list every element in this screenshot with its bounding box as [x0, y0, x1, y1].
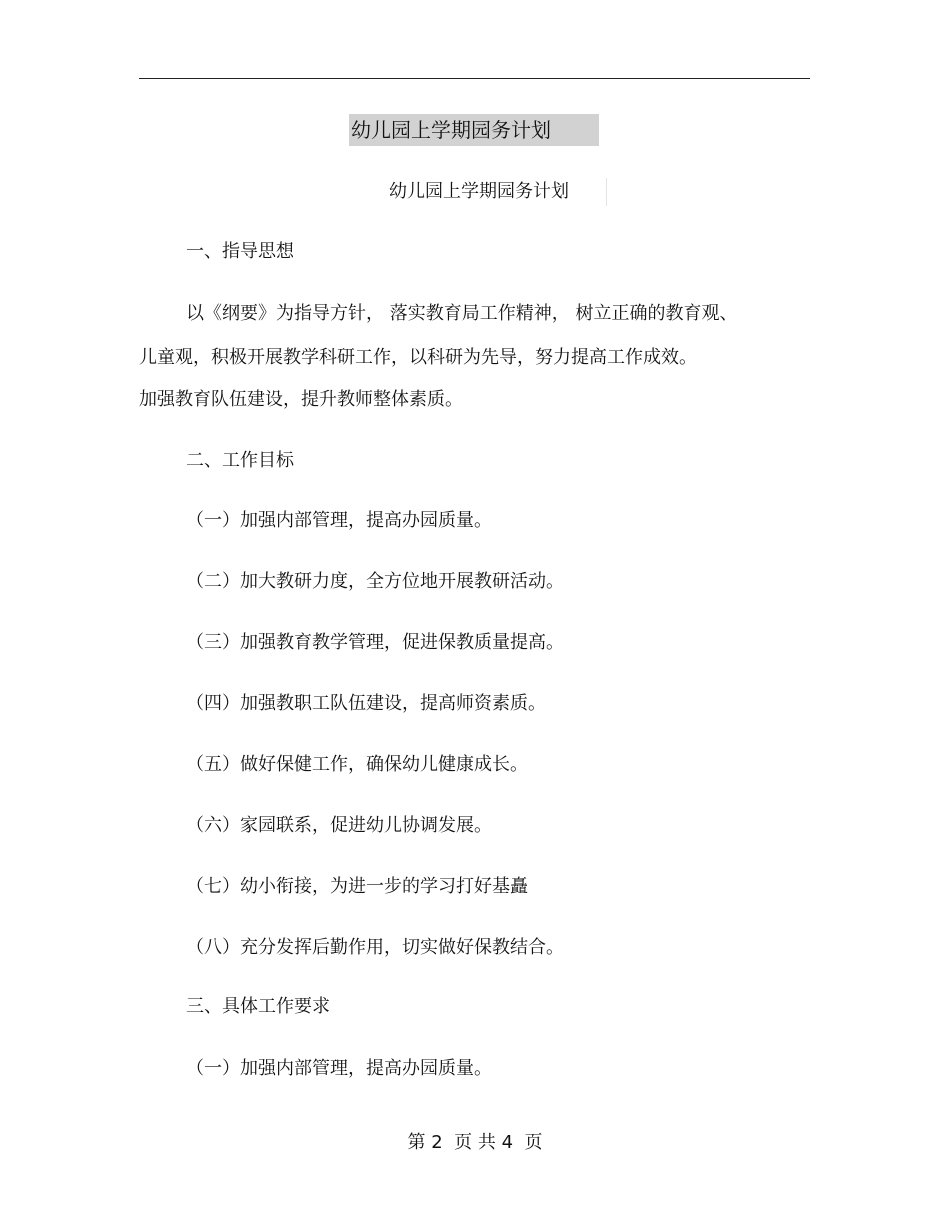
section-heading-guiding-thought: 一、指导思想 — [186, 241, 294, 262]
header-rule — [139, 78, 810, 79]
list-item: （一）加强内部管理，提高办园质量。 — [186, 510, 492, 531]
document-title: 幼儿园上学期园务计划 — [349, 114, 599, 146]
section-heading-work-goals: 二、工作目标 — [186, 450, 294, 471]
list-item: （五）做好保健工作，确保幼儿健康成长。 — [186, 754, 528, 775]
document-subtitle: 幼儿园上学期园务计划 — [389, 178, 607, 206]
list-item: （四）加强教职工队伍建设，提高师资素质。 — [186, 693, 546, 714]
list-item: （三）加强教育教学管理，促进保教质量提高。 — [186, 632, 564, 653]
section-heading-requirements: 三、具体工作要求 — [186, 996, 330, 1017]
paragraph-line: 加强教育队伍建设，提升教师整体素质。 — [139, 389, 463, 410]
page-number-footer: 第 2 页 共 4 页 — [407, 1132, 543, 1153]
list-item: （七）幼小衔接，为进一步的学习打好基矗 — [186, 876, 528, 897]
list-item: （二）加大教研力度，全方位地开展教研活动。 — [186, 571, 564, 592]
list-item: （六）家园联系，促进幼儿协调发展。 — [186, 815, 492, 836]
paragraph-line: 儿童观，积极开展教学科研工作，以科研为先导，努力提高工作成效。 — [139, 347, 697, 368]
paragraph-line: 以《纲要》为指导方针， 落实教育局工作精神， 树立正确的教育观、 — [186, 303, 738, 324]
list-item: （一）加强内部管理，提高办园质量。 — [186, 1058, 492, 1079]
list-item: （八）充分发挥后勤作用，切实做好保教结合。 — [186, 937, 564, 958]
